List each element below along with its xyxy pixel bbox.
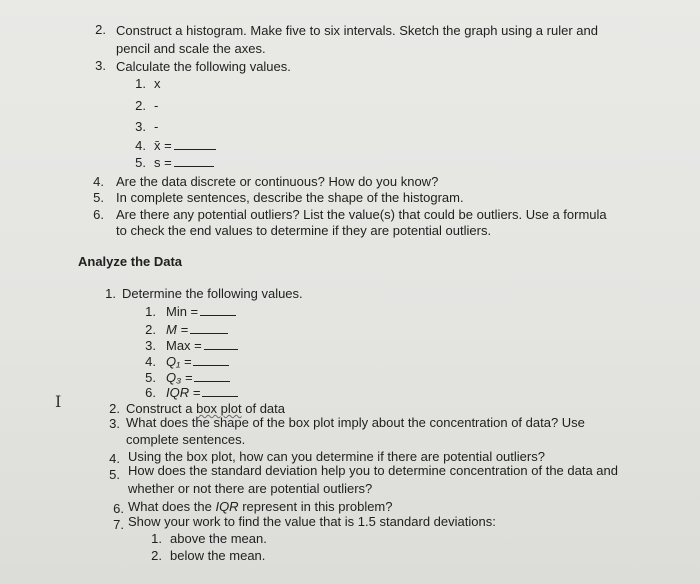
value-mean-label: x̄ = xyxy=(154,138,172,153)
analyze-item-4-number: 4. xyxy=(109,451,120,466)
stat-median-row xyxy=(166,322,228,338)
stat-iqr-label: IQR = xyxy=(166,385,201,400)
question-6-line-2: to check the end values to determine if they are potential outliers. xyxy=(116,223,492,238)
analyze-item-2-number: 2. xyxy=(109,401,120,416)
iqr-answer-blank xyxy=(202,385,238,397)
value-3-label: - xyxy=(154,119,159,134)
sub-7-2-number: 2. xyxy=(151,548,162,563)
item-2-text-post: of data xyxy=(241,401,286,416)
analyze-item-3-line-2: complete sentences. xyxy=(126,432,246,447)
iqr-term: IQR xyxy=(215,499,239,514)
stat-5-number: 5. xyxy=(145,370,156,385)
value-2-number: 2. xyxy=(135,98,146,113)
stat-median-label: M = xyxy=(166,322,189,337)
value-4-number: 4. xyxy=(135,138,146,153)
stat-max-row xyxy=(166,338,238,354)
median-answer-blank xyxy=(190,322,228,334)
item-2-line-1: Construct a histogram. Make five to six intervals. Sketch the graph using a ruler and xyxy=(116,23,598,38)
mean-answer-blank xyxy=(174,138,216,150)
item-3-line-1: Calculate the following values. xyxy=(116,59,291,74)
analyze-item-5-line-1: How does the standard deviation help you to determine concentration of the data and xyxy=(128,463,618,478)
question-5-number: 5. xyxy=(93,190,104,205)
question-5-line-1: In complete sentences, describe the shape of the histogram. xyxy=(116,190,464,205)
analyze-item-4-line-1: Using the box plot, how can you determine if there are potential outliers? xyxy=(128,449,545,464)
analyze-data-heading: Analyze the Data xyxy=(78,254,183,269)
sub-7-1-text: above the mean. xyxy=(170,531,267,546)
question-6-line-1: Are there any potential outliers? List the value(s) that could be outliers. Use a formula xyxy=(116,207,607,222)
item-6-text-pre: What does the xyxy=(128,499,216,514)
analyze-item-7-number: 7. xyxy=(113,517,124,532)
stat-q1-row xyxy=(166,354,229,370)
sd-answer-blank xyxy=(174,155,214,167)
question-6-number: 6. xyxy=(93,207,104,222)
stat-2-number: 2. xyxy=(145,322,156,337)
max-answer-blank xyxy=(204,338,238,350)
box-plot-term: box plot xyxy=(196,401,242,416)
q1-answer-blank xyxy=(193,354,229,366)
analyze-item-5-line-2: whether or not there are potential outliers? xyxy=(128,481,373,496)
value-sd-label: s = xyxy=(154,155,172,170)
value-sd-row xyxy=(154,155,214,171)
stat-q1-label: Q₁ = xyxy=(166,354,192,369)
stat-min-label: Min = xyxy=(166,304,199,319)
min-answer-blank xyxy=(200,304,236,316)
item-2-line-2: pencil and scale the axes. xyxy=(116,41,266,56)
question-4-number: 4. xyxy=(93,174,104,189)
stat-6-number: 6. xyxy=(145,385,156,400)
analyze-item-1-text: Determine the following values. xyxy=(122,286,303,301)
analyze-item-1-number: 1. xyxy=(105,286,116,301)
stat-q3-label: Q₃ = xyxy=(166,370,193,385)
analyze-item-3-line-1: What does the shape of the box plot imply about the concentration of data? Use xyxy=(126,415,585,430)
value-1-number: 1. xyxy=(135,76,146,91)
value-5-number: 5. xyxy=(135,155,146,170)
sub-7-2-text: below the mean. xyxy=(170,548,266,563)
q3-answer-blank xyxy=(194,370,230,382)
stat-3-number: 3. xyxy=(145,338,156,353)
stat-q3-row xyxy=(166,370,230,386)
analyze-item-6-line xyxy=(128,499,393,515)
analyze-item-7-line-1: Show your work to find the value that is 1.5 standard deviations: xyxy=(128,514,496,529)
analyze-item-6-number: 6. xyxy=(113,501,124,516)
value-x-label: x xyxy=(154,76,161,91)
stat-max-label: Max = xyxy=(166,338,202,353)
analyze-item-5-number: 5. xyxy=(109,467,120,482)
item-6-text-post: represent in this problem? xyxy=(238,499,393,514)
item-3-number: 3. xyxy=(95,58,106,73)
stat-4-number: 4. xyxy=(145,354,156,369)
value-3-number: 3. xyxy=(135,119,146,134)
item-2-number: 2. xyxy=(95,22,106,37)
sub-7-1-number: 1. xyxy=(151,531,162,546)
stat-1-number: 1. xyxy=(145,304,156,319)
value-mean-row xyxy=(154,138,216,154)
question-4-line-1: Are the data discrete or continuous? How do you know? xyxy=(116,174,439,189)
analyze-item-3-number: 3. xyxy=(109,416,120,431)
value-2-label: - xyxy=(154,98,159,113)
stat-min-row xyxy=(166,304,236,320)
stat-iqr-row xyxy=(166,385,238,401)
text-cursor-icon: I xyxy=(55,392,62,411)
item-2-text-pre: Construct a xyxy=(126,401,197,416)
